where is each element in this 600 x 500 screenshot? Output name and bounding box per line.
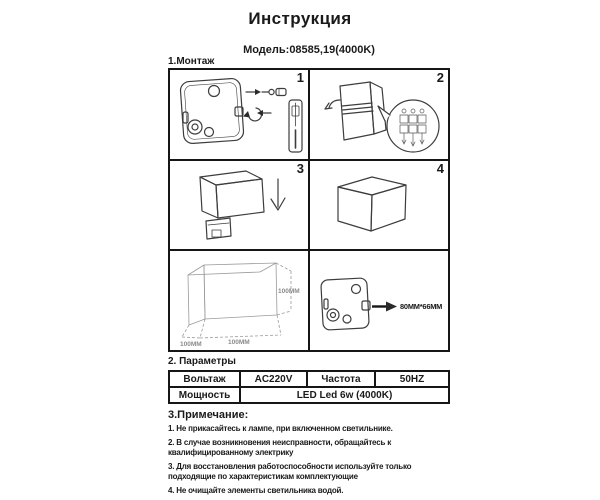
parameters-table: [168, 370, 450, 404]
model-number: Модель:08585,19(4000K): [243, 44, 375, 56]
note-item-2: 2. В случае возникновения неисправности, обращайтесь к квалифицированному электрику: [168, 438, 391, 457]
shade-install-diagram: [170, 161, 306, 248]
montage-step-3: [169, 160, 309, 250]
section-heading-montage: 1.Монтаж: [168, 56, 215, 67]
plate-size-label: 80MM*66MM: [400, 302, 443, 311]
step-number: 1: [296, 70, 304, 85]
montage-step-4: [309, 160, 449, 250]
montage-step-2: [309, 69, 449, 160]
note-item-3: 3. Для восстановления работоспособности используйте только подходящие по характеристикам комплектующие: [168, 462, 412, 481]
note-item-1: 1. Не прикасайтесь к лампе, при включенном светильнике.: [168, 424, 393, 433]
section-heading-notes: 3.Примечание:: [168, 409, 249, 421]
wiring-terminal-diagram: [310, 70, 446, 157]
plate-size-diagram: [310, 251, 446, 350]
cube-dimensions-diagram: [170, 251, 306, 350]
step-number: 2: [436, 70, 444, 85]
montage-step-1: [169, 69, 309, 160]
table-row: [169, 387, 449, 403]
power-value: LED Led 6w (4000K): [240, 387, 449, 403]
montage-steps-grid: [168, 68, 450, 352]
section-heading-parameters: 2. Параметры: [168, 356, 236, 367]
voltage-value: AC220V: [240, 371, 307, 387]
mounting-plate-diagram: [170, 70, 306, 157]
frequency-label: Частота: [307, 371, 375, 387]
frequency-value: 50HZ: [375, 371, 449, 387]
voltage-label: Вольтаж: [169, 371, 240, 387]
dimensions-panel: [169, 250, 309, 351]
instruction-sheet: [168, 44, 450, 500]
step-number: 3: [296, 161, 304, 176]
dimension-height-label: 100MM: [278, 288, 300, 295]
note-item-4: 4. Не очищайте элементы светильника водой.: [168, 486, 344, 495]
step-number: 4: [436, 161, 444, 176]
page-title: Инструкция: [248, 9, 352, 28]
dimension-width-label: 100MM: [180, 341, 202, 348]
plate-size-panel: [309, 250, 449, 351]
assembled-cube-diagram: [310, 161, 446, 248]
dimension-depth-label: 100MM: [228, 339, 250, 346]
table-row: [169, 371, 449, 387]
notes-list: [168, 424, 450, 496]
power-label: Мощность: [169, 387, 240, 403]
